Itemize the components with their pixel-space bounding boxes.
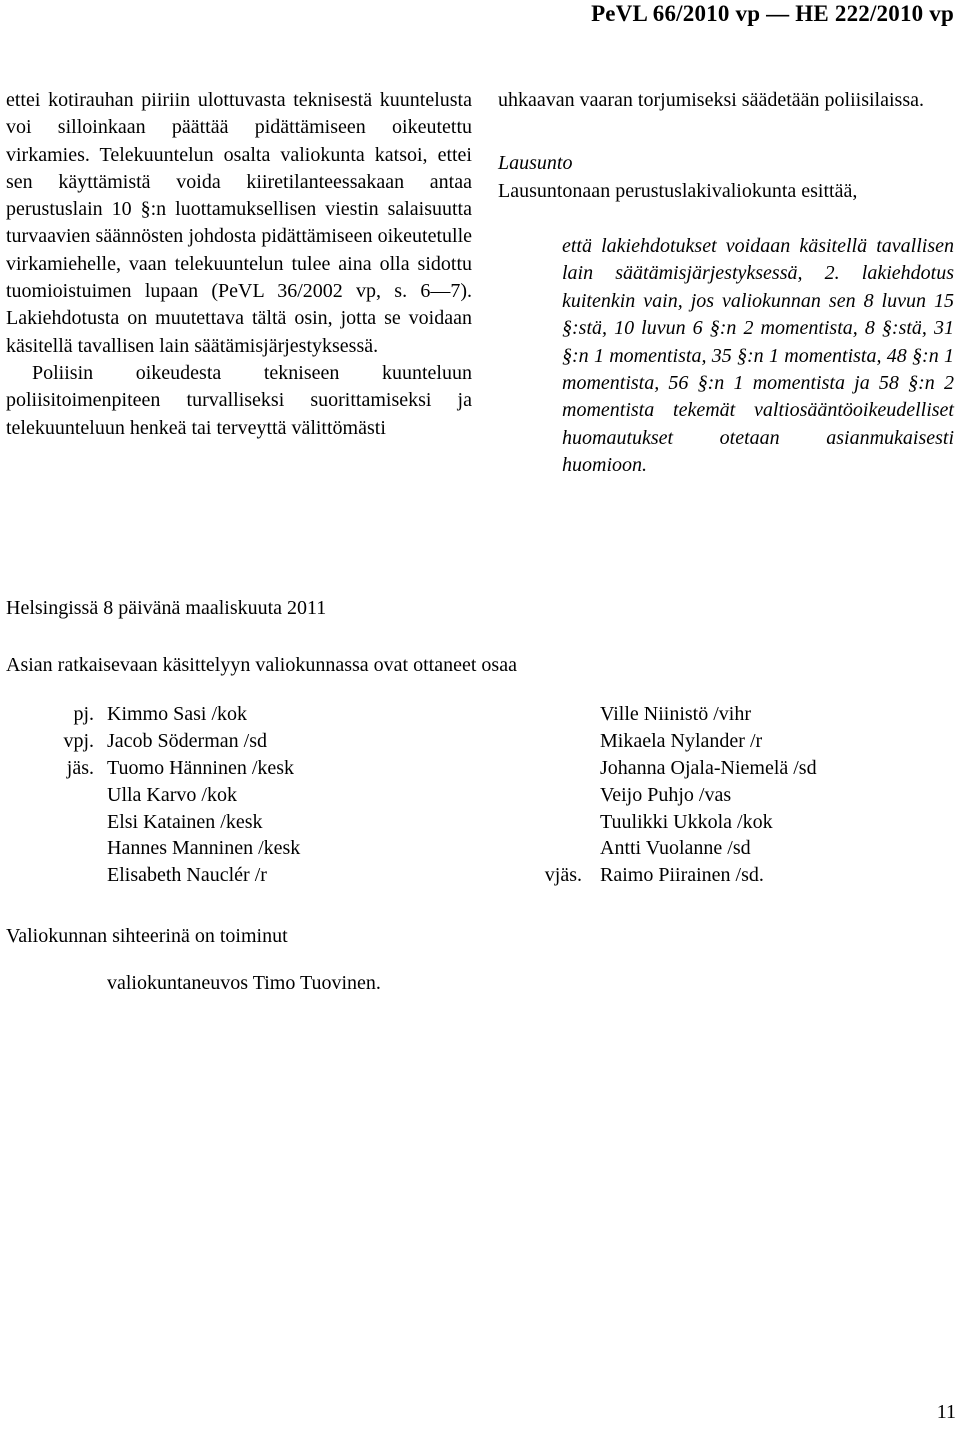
member-row <box>0 782 960 809</box>
member-name: Tuulikki Ukkola /kok <box>600 810 773 833</box>
member-name: Hannes Manninen /kesk <box>107 837 301 860</box>
left-paragraph-2: Poliisin oikeudesta tekniseen kuunteluun poliisitoimenpiteen turvalliseksi suorittamiseksi ja telekuunteluun henkeä tai terveyttä välittömästi <box>6 361 472 439</box>
member-role: pj. <box>73 703 94 725</box>
member-name: Ville Niinistö /vihr <box>600 703 752 725</box>
member-role: jäs. <box>66 756 94 779</box>
left-text-column <box>6 87 472 442</box>
place-and-date: Helsingissä 8 päivänä maaliskuuta 2011 <box>6 597 327 619</box>
member-name: Jacob Söderman /sd <box>107 729 267 752</box>
member-name: Elsi Katainen /kesk <box>107 810 263 833</box>
member-name: Antti Vuolanne /sd <box>600 837 751 860</box>
member-row <box>0 809 960 836</box>
member-name: Mikaela Nylander /r <box>600 729 763 752</box>
member-name: Raimo Piirainen /sd. <box>600 864 764 887</box>
attendance-label: Asian ratkaisevaan käsittelyyn valiokunnassa ovat ottaneet osaa <box>6 654 517 676</box>
members-list <box>0 701 960 889</box>
member-row <box>0 862 960 889</box>
member-row <box>0 701 960 728</box>
right-text-column <box>498 87 955 480</box>
right-paragraph-2: Lausuntonaan perustuslakivaliokunta esittää, <box>498 179 858 202</box>
member-row <box>0 755 960 782</box>
running-header: PeVL 66/2010 vp — HE 222/2010 vp <box>591 1 954 26</box>
member-role: vpj. <box>63 729 94 752</box>
member-row <box>0 835 960 862</box>
member-name: Veijo Puhjo /vas <box>600 783 732 806</box>
member-name: Tuomo Hänninen /kesk <box>107 756 295 779</box>
member-name: Elisabeth Nauclér /r <box>107 864 267 887</box>
section-title-lausunto: Lausunto <box>498 152 573 175</box>
secretary-name: valiokuntaneuvos Timo Tuovinen. <box>107 972 381 994</box>
member-row <box>0 728 960 755</box>
member-name: Johanna Ojala-Niemelä /sd <box>600 756 817 779</box>
member-name: Ulla Karvo /kok <box>107 783 237 806</box>
statement-quote: että lakiehdotukset voidaan käsitellä tavallisen lain säätämisjärjestyksessä, 2. lakiehdotus kuitenkin vain, jos valiokunnan sen 8 luvun 15 §:stä, 10 luvun 6 §:n 2 momentista, 8 §:stä, 31 §:n 1 momentista, 35 §:n 1 momentista, 48 §:n 1 momentista, 56 §:n 1 momentista ja 58 §:n 2 momentista tekemät valtiosääntöoikeudelliset huomautukset otetaan asianmukaisesti huomioon. <box>562 234 954 477</box>
right-paragraph-1: uhkaavan vaaran torjumiseksi säädetään poliisilaissa. <box>498 89 924 111</box>
member-role: vjäs. <box>544 864 582 887</box>
left-paragraph-1: ettei kotirauhan piiriin ulottuvasta teknisestä kuuntelusta voi silloinkaan päättää pidättämiseen oikeutettu virkamies. Telekuuntelun osalta valiokunta katsoi, ettei sen käyttämistä voida kiiretilanteessakaan antaa perustuslain 10 §:n luottamuksellisen viestin salaisuutta turvaavien säännösten johdosta pidättämiseen oikeutetulle virkamiehelle, vaan telekuuntelun tulee aina olla sidottu tuomioistuimen lupaan (PeVL 36/2002 vp, s. 6—7). Lakiehdotusta on muutettava tältä osin, jotta se voidaan käsitellä tavallisen lain säätämisjärjestyksessä. <box>6 89 472 357</box>
secretary-label: Valiokunnan sihteerinä on toiminut <box>6 925 288 947</box>
page-number: 11 <box>936 1401 956 1423</box>
member-name: Kimmo Sasi /kok <box>107 703 248 725</box>
